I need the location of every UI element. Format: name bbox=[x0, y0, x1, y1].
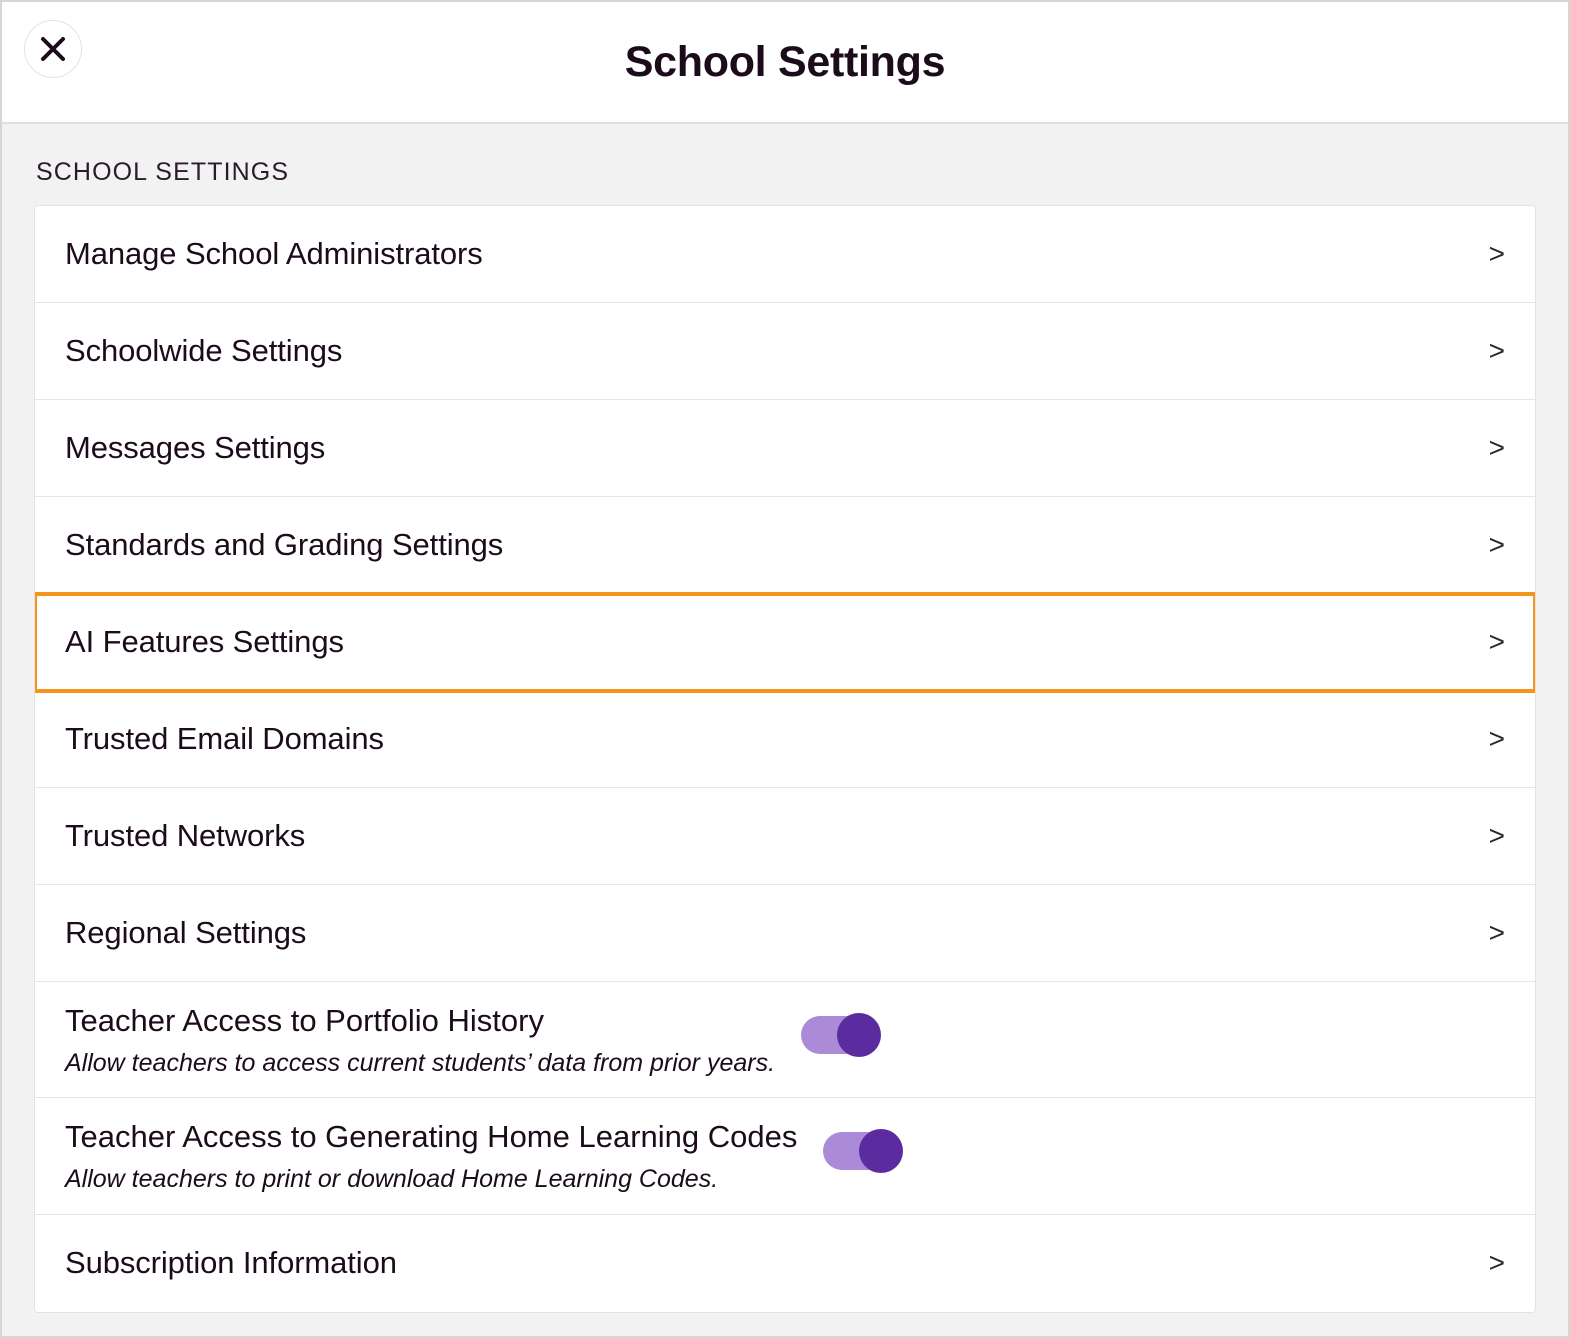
page-title: School Settings bbox=[624, 37, 946, 86]
settings-row-manage-school-administrators[interactable] bbox=[35, 206, 1535, 303]
chevron-right-icon: > bbox=[1488, 917, 1505, 948]
settings-body bbox=[2, 124, 1568, 1336]
chevron-right-icon: > bbox=[1488, 529, 1505, 560]
row-label: Standards and Grading Settings bbox=[65, 527, 504, 562]
toggle-knob bbox=[859, 1129, 903, 1173]
settings-row-ai-features-settings[interactable] bbox=[35, 594, 1535, 691]
modal-header bbox=[2, 2, 1568, 124]
toggle-text-group bbox=[65, 1118, 797, 1195]
chevron-right-icon: > bbox=[1488, 432, 1505, 463]
chevron-right-icon: > bbox=[1488, 723, 1505, 754]
toggle-label: Teacher Access to Portfolio History bbox=[65, 1003, 544, 1038]
settings-row-subscription-information[interactable] bbox=[35, 1215, 1535, 1312]
chevron-right-icon: > bbox=[1488, 820, 1505, 851]
close-icon bbox=[38, 34, 68, 64]
settings-row-schoolwide-settings[interactable] bbox=[35, 303, 1535, 400]
settings-row-standards-and-grading-settings[interactable] bbox=[35, 497, 1535, 594]
row-label: Regional Settings bbox=[65, 915, 307, 950]
row-label: Subscription Information bbox=[65, 1245, 397, 1280]
row-label: Manage School Administrators bbox=[65, 236, 483, 271]
settings-row-teacher-access-home-learning-codes bbox=[35, 1098, 1535, 1214]
row-label: AI Features Settings bbox=[65, 624, 344, 659]
chevron-right-icon: > bbox=[1488, 626, 1505, 657]
settings-row-teacher-access-portfolio-history bbox=[35, 982, 1535, 1098]
row-label: Schoolwide Settings bbox=[65, 333, 343, 368]
section-heading: SCHOOL SETTINGS bbox=[36, 158, 290, 186]
toggle-text-group bbox=[65, 1002, 775, 1079]
chevron-right-icon: > bbox=[1488, 335, 1505, 366]
row-label: Trusted Networks bbox=[65, 818, 306, 853]
row-label: Trusted Email Domains bbox=[65, 721, 384, 756]
settings-row-messages-settings[interactable] bbox=[35, 400, 1535, 497]
settings-row-trusted-networks[interactable] bbox=[35, 788, 1535, 885]
toggle-description: Allow teachers to print or download Home Learning Codes. bbox=[65, 1165, 719, 1193]
toggle-knob bbox=[837, 1013, 881, 1057]
row-label: Messages Settings bbox=[65, 430, 326, 465]
settings-row-trusted-email-domains[interactable] bbox=[35, 691, 1535, 788]
toggle-switch-home-learning-codes[interactable] bbox=[823, 1132, 901, 1170]
settings-list bbox=[34, 205, 1536, 1313]
toggle-description: Allow teachers to access current students’ data from prior years. bbox=[65, 1048, 776, 1077]
chevron-right-icon: > bbox=[1488, 238, 1505, 269]
chevron-right-icon: > bbox=[1488, 1247, 1505, 1278]
toggle-label: Teacher Access to Generating Home Learning Codes bbox=[65, 1119, 798, 1155]
settings-row-regional-settings[interactable] bbox=[35, 885, 1535, 982]
toggle-switch-portfolio-history[interactable] bbox=[801, 1016, 879, 1054]
close-button[interactable] bbox=[24, 20, 82, 78]
